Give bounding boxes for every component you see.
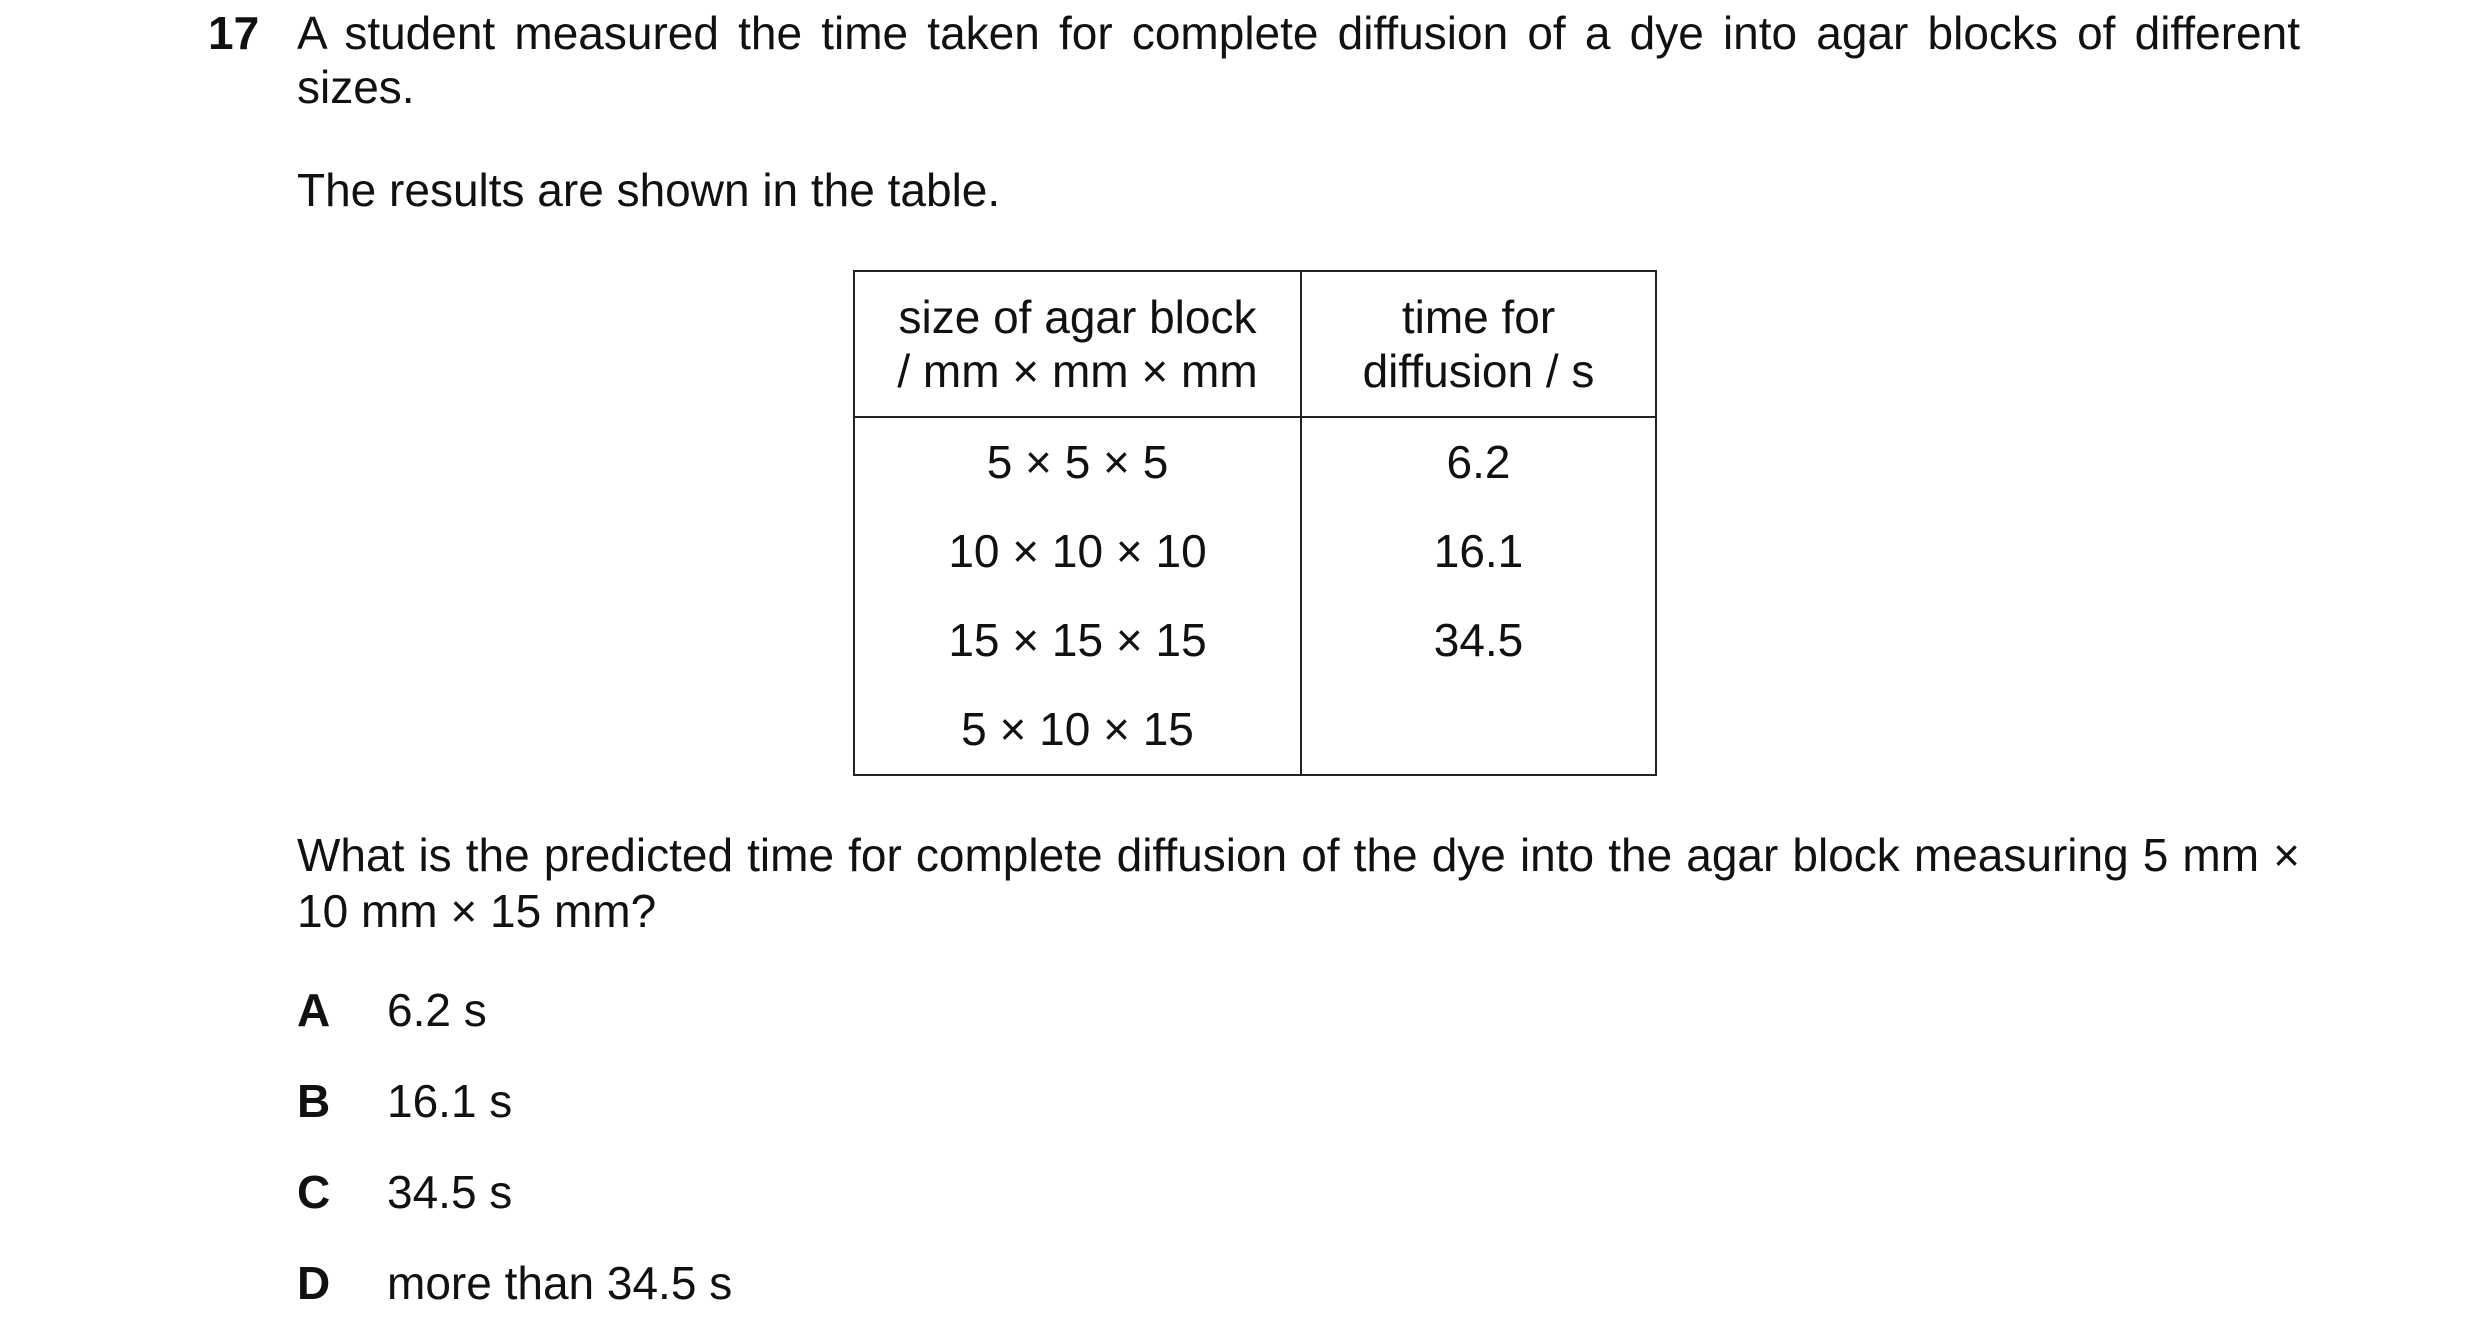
cell-time: [1301, 685, 1656, 775]
table-header-row: [854, 271, 1656, 417]
header-time-line2: diffusion / s: [1362, 345, 1595, 397]
cell-size: 15 × 15 × 15: [854, 596, 1301, 685]
question-prompt: What is the predicted time for complete diffusion of the dye into the agar block measuring 5 mm × 10 mm × 15 mm?: [297, 829, 2300, 937]
option-text: 16.1 s: [387, 1075, 513, 1127]
header-size-line2: / mm × mm × mm: [897, 345, 1258, 397]
cell-size: 5 × 5 × 5: [854, 417, 1301, 507]
table-intro: The results are shown in the table.: [297, 164, 1001, 216]
cell-size: 5 × 10 × 15: [854, 685, 1301, 775]
table-row: [854, 507, 1656, 596]
table-row: [854, 417, 1656, 507]
table-row: [854, 596, 1656, 685]
header-time: [1301, 271, 1656, 417]
option-letter: D: [297, 1257, 331, 1309]
option-text: 6.2 s: [387, 984, 487, 1036]
cell-size: 10 × 10 × 10: [854, 507, 1301, 596]
table-row: [854, 685, 1656, 775]
header-size: [854, 271, 1301, 417]
option-letter: B: [297, 1075, 331, 1127]
results-table: [853, 270, 1657, 776]
question-number: 17: [208, 7, 260, 59]
header-size-line1: size of agar block: [898, 291, 1257, 343]
option-text: more than 34.5 s: [387, 1257, 733, 1309]
cell-time: 6.2: [1301, 417, 1656, 507]
option-letter: A: [297, 984, 331, 1036]
question-stem: A student measured the time taken for complete diffusion of a dye into agar blocks of different sizes.: [297, 7, 2300, 113]
option-letter: C: [297, 1166, 331, 1218]
cell-time: 16.1: [1301, 507, 1656, 596]
header-time-line1: time for: [1401, 291, 1556, 343]
cell-time: 34.5: [1301, 596, 1656, 685]
option-text: 34.5 s: [387, 1166, 513, 1218]
